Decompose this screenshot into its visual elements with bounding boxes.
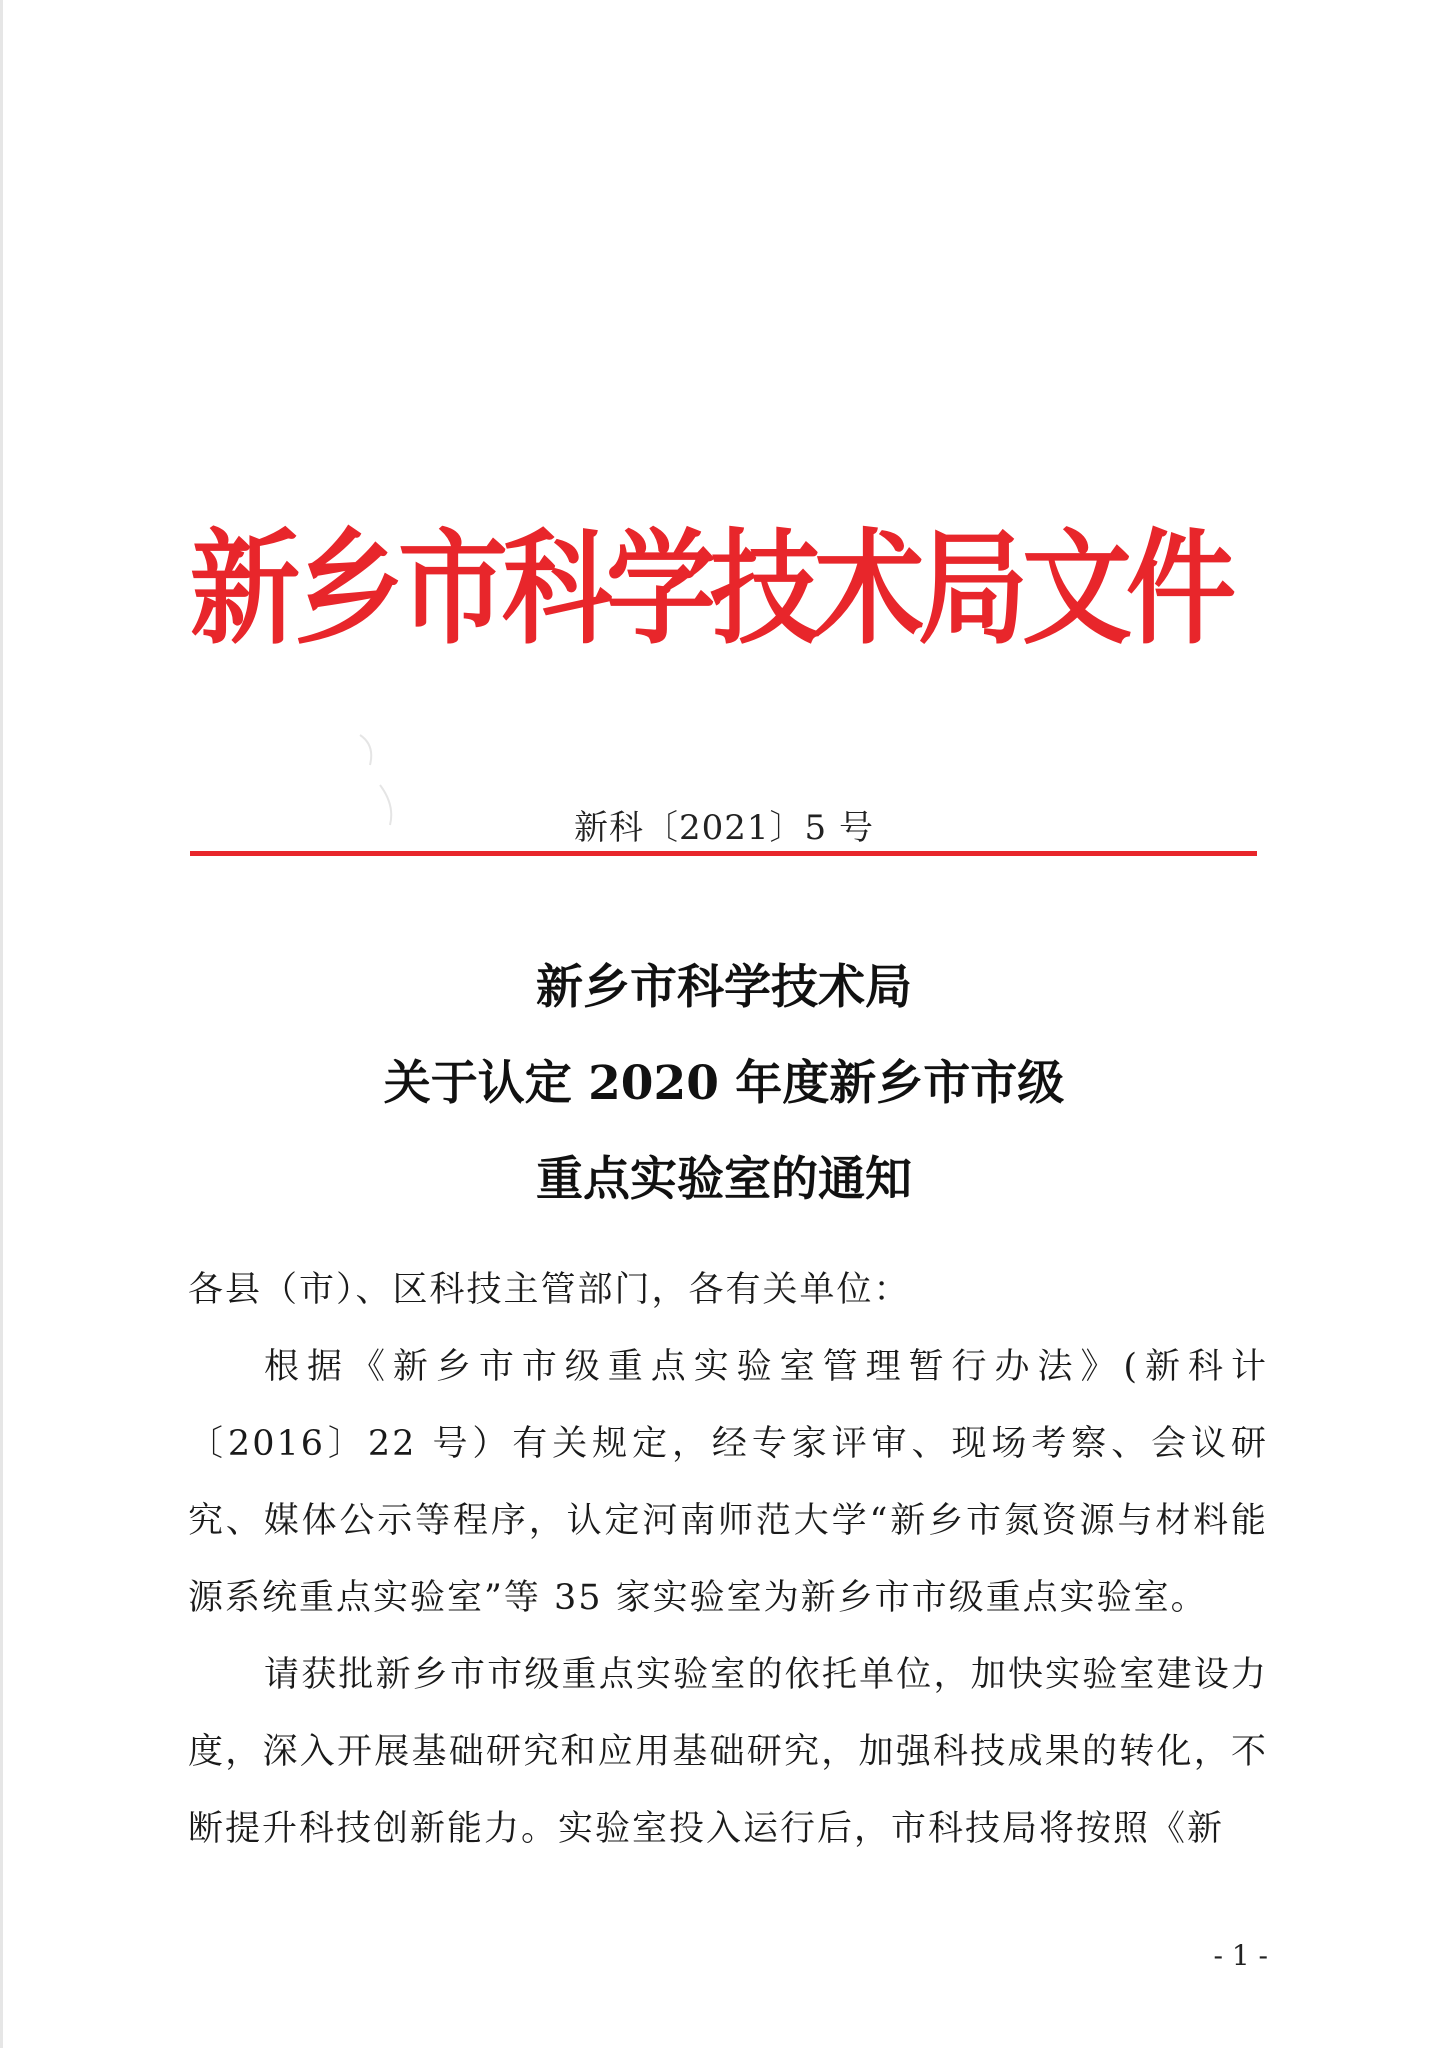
letterhead-title: 新乡市科学技术局文件 (190, 517, 1230, 661)
salutation: 各县（市）、区科技主管部门，各有关单位： (188, 1270, 911, 1310)
body-paragraph-2: 请获批新乡市市级重点实验室的依托单位，加快实验室建设力度，深入开展基础研究和应用基础研究，加强科技成果的转化，不断提升科技创新能力。实验室投入运行后，市科技局将按照《新 (188, 1655, 1268, 1849)
page-number: - 1 - (1213, 1939, 1268, 1972)
notice-title (0, 940, 1448, 1228)
document-number: 新科〔2021〕5 号 (574, 808, 874, 848)
notice-title-line-1: 新乡市科学技术局 (536, 960, 912, 1015)
notice-body (188, 1252, 1268, 1868)
red-divider-line (190, 851, 1257, 856)
notice-title-line-3: 重点实验室的通知 (536, 1152, 912, 1207)
notice-title-line-2: 关于认定 2020 年度新乡市市级 (383, 1056, 1065, 1111)
body-paragraph-1: 根据《新乡市市级重点实验室管理暂行办法》(新科计〔2016〕22 号）有关规定，经专家评审、现场考察、会议研究、媒体公示等程序，认定河南师范大学“新乡市氮资源与材料能源系统重点实验室”等 35 家实验室为新乡市市级重点实验室。 (188, 1347, 1268, 1618)
